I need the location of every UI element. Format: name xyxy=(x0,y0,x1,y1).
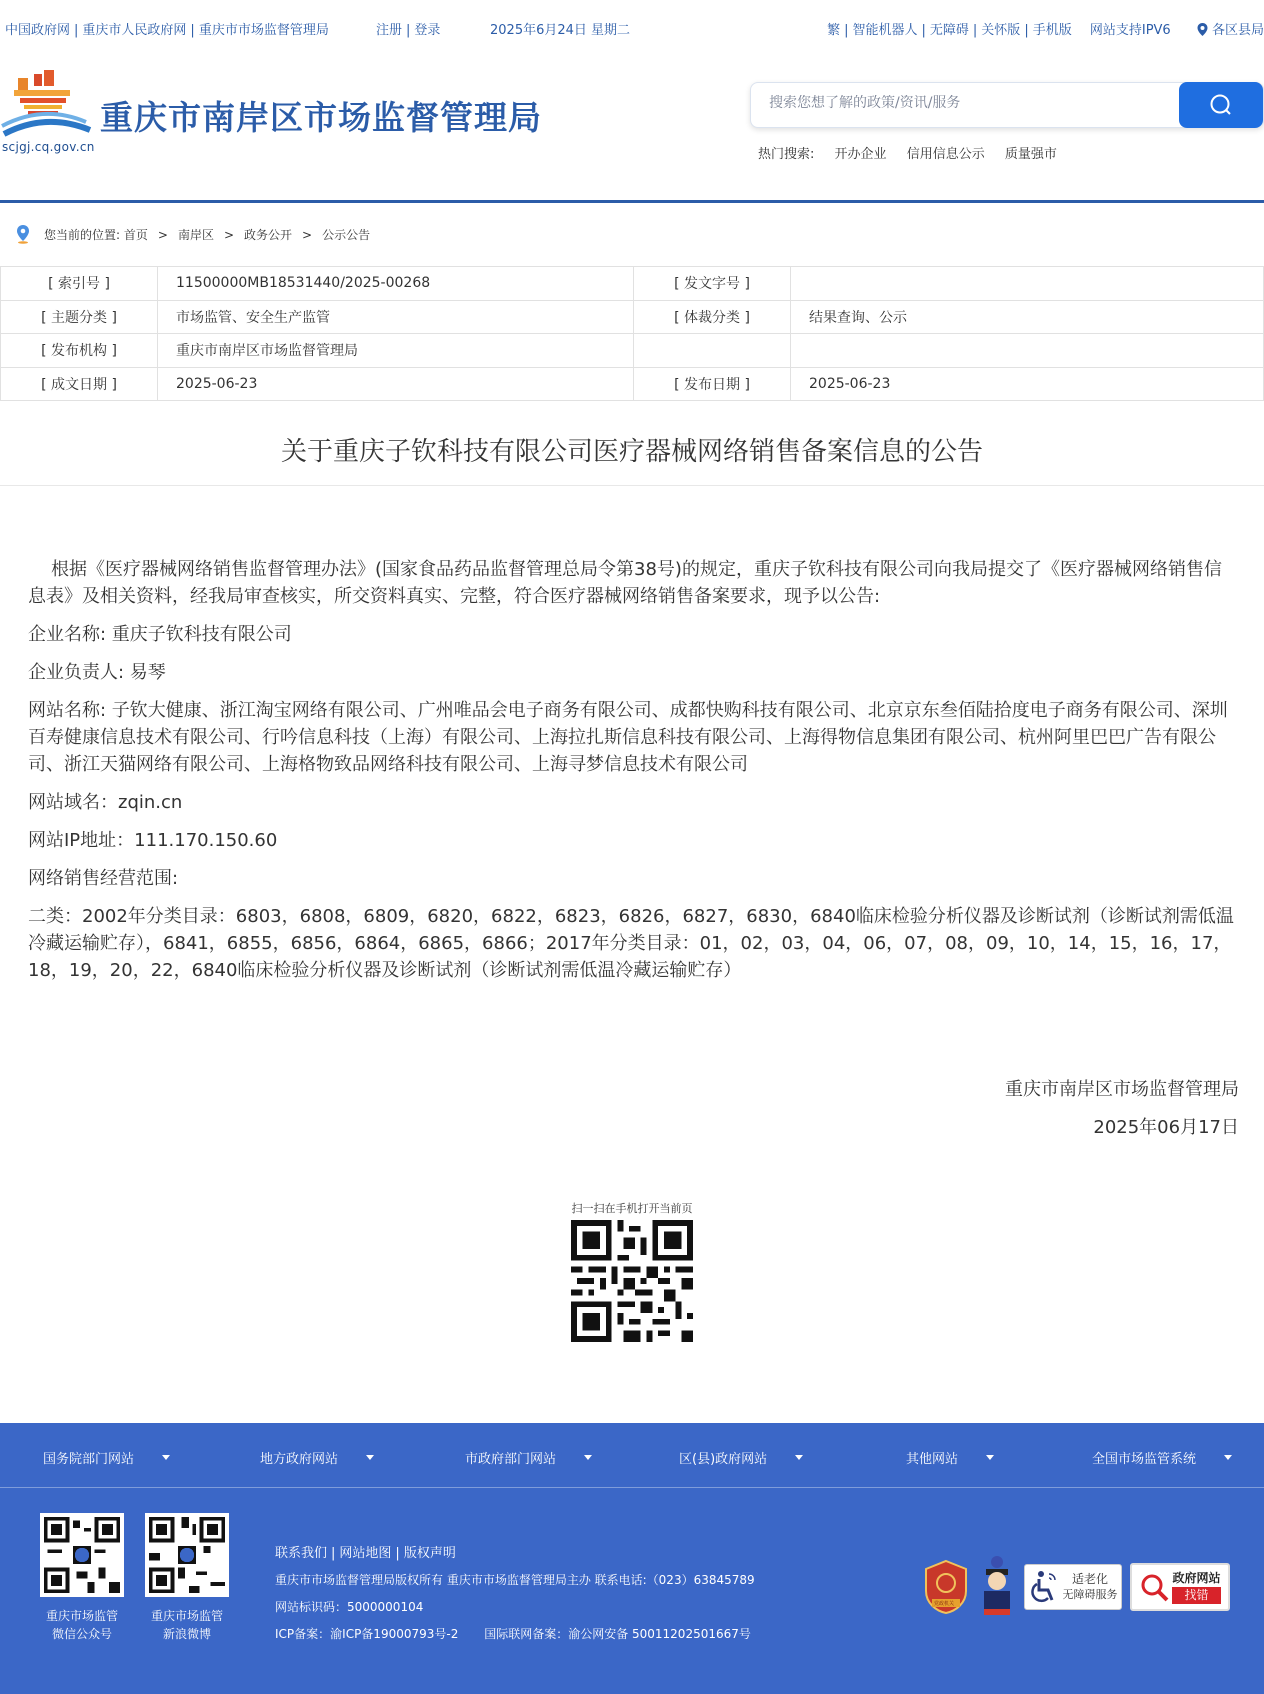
docno-value xyxy=(791,267,1264,301)
genre-label: [ 体裁分类 ] xyxy=(634,300,791,334)
search-icon xyxy=(1209,93,1233,117)
search-input[interactable] xyxy=(769,95,1149,111)
org-value: 重庆市南岸区市场监督管理局 xyxy=(158,334,634,368)
hot-item[interactable]: 信用信息公示 xyxy=(906,147,985,162)
wechat-qr-code[interactable] xyxy=(40,1513,124,1597)
document-meta-table xyxy=(0,266,1264,401)
index-value: 11500000MB18531440/2025-00268 xyxy=(158,267,634,301)
gov-error-label-1: 政府网站 xyxy=(1172,1571,1221,1585)
search-box xyxy=(750,82,1264,128)
footer-dropdown-label: 全国市场监管系统 xyxy=(1092,1452,1197,1467)
weibo-caption-1: 重庆市场监管 xyxy=(150,1609,223,1623)
footer-dropdown-city-depts[interactable] xyxy=(465,1448,592,1467)
weibo-qr-code[interactable] xyxy=(145,1513,229,1597)
police-officer-icon xyxy=(978,1555,1016,1615)
paragraph-ip: 网站IP地址：111.170.150.60 xyxy=(28,830,278,851)
gov-error-badge[interactable] xyxy=(1130,1563,1230,1611)
footer-dropdown-label: 国务院部门网站 xyxy=(43,1452,135,1467)
top-right-links: 繁 | 智能机器人 | 无障碍 | 关怀版 | 手机版 网站支持IPV6 各区县局 xyxy=(827,23,1264,38)
elderly-access-label-1: 适老化 xyxy=(1071,1572,1108,1586)
elderly-access-label-2: 无障碍服务 xyxy=(1062,1588,1118,1601)
ipv6-text: 网站支持IPV6 xyxy=(1089,23,1171,38)
topic-label: [ 主题分类 ] xyxy=(1,300,158,334)
footer-dropdown-other[interactable] xyxy=(906,1448,994,1467)
site-footer xyxy=(0,1423,1264,1694)
footer-dropdown-label: 市政府部门网站 xyxy=(465,1452,557,1467)
qr-code-icon xyxy=(571,1220,693,1342)
table-row xyxy=(1,334,1264,368)
qr-code-icon xyxy=(149,1517,225,1593)
accessibility-link[interactable]: 无障碍 xyxy=(929,23,969,38)
docno-label: [ 发文字号 ] xyxy=(634,267,791,301)
breadcrumb-prefix: 您当前的位置: xyxy=(44,228,121,242)
police-badge[interactable] xyxy=(978,1555,1016,1619)
footer-site-nav xyxy=(0,1423,1264,1488)
org-label: [ 发布机构 ] xyxy=(1,334,158,368)
caret-down-icon xyxy=(366,1455,374,1460)
search-button[interactable] xyxy=(1179,82,1263,128)
register-link[interactable]: 注册 xyxy=(376,23,403,38)
party-gov-label: 党政机关 xyxy=(934,1601,955,1607)
link-gov-cn[interactable]: 中国政府网 xyxy=(5,23,71,38)
footer-dropdown-label: 区(县)政府网站 xyxy=(679,1452,768,1467)
genre-value: 结果查询、公示 xyxy=(791,300,1264,334)
paragraph-intro: 根据《医疗器械网络销售监督管理办法》(国家食品药品监督管理总局令第38号)的规定，重庆子钦科技有限公司向我局提交了《医疗器械网络销售信息表》及相关资料，经我局审查核实，所交资料真实、完整，符合医疗器械网络销售备案要求，现予以公告: xyxy=(28,559,1222,607)
copyright-text: 重庆市市场监督管理局版权所有 重庆市市场监督管理局主办 联系电话:（023）63845789 xyxy=(275,1573,755,1587)
footer-dropdown-label: 地方政府网站 xyxy=(260,1452,339,1467)
gov-error-label-2: 找错 xyxy=(1172,1587,1220,1604)
region-label: 各区县局 xyxy=(1211,23,1264,38)
caret-down-icon xyxy=(162,1455,170,1460)
article-body xyxy=(0,486,1264,984)
top-links: 中国政府网 | 重庆市人民政府网 | 重庆市市场监督管理局 xyxy=(5,23,329,38)
hot-item[interactable]: 开办企业 xyxy=(834,147,887,162)
police-filing[interactable]: 国际联网备案：渝公网安备 50011202501667号 xyxy=(484,1627,751,1641)
breadcrumb-district[interactable]: 南岸区 xyxy=(177,228,214,242)
footer-dropdown-national[interactable] xyxy=(1092,1448,1232,1467)
filing-info xyxy=(275,1621,755,1648)
wechat-caption-2: 微信公众号 xyxy=(51,1627,112,1641)
hot-search xyxy=(758,143,1073,162)
logo-domain: scjgj.cq.gov.cn xyxy=(2,140,95,154)
footer-info xyxy=(275,1540,755,1648)
site-header xyxy=(0,54,1264,200)
site-id-text: 网站标识码：5000000104 xyxy=(275,1600,424,1614)
accessibility-icon xyxy=(1029,1570,1059,1604)
emblem-icon xyxy=(0,68,92,140)
table-row xyxy=(1,267,1264,301)
breadcrumb-gov-affairs[interactable]: 政务公开 xyxy=(244,228,293,242)
auth-links: 注册 | 登录 xyxy=(376,23,441,38)
footer-badges xyxy=(922,1555,1230,1619)
created-date-label: [ 成文日期 ] xyxy=(1,367,158,401)
qr-caption: 扫一扫在手机打开当前页 xyxy=(571,1202,693,1215)
hot-search-label: 热门搜索: xyxy=(758,147,815,162)
qr-code-icon xyxy=(44,1517,120,1593)
footer-links: 联系我们 | 网站地图 | 版权声明 xyxy=(275,1546,456,1561)
care-version-link[interactable]: 关怀版 xyxy=(981,23,1021,38)
paragraph-scope-heading: 网络销售经营范围: xyxy=(28,868,179,889)
caret-down-icon xyxy=(584,1455,592,1460)
caret-down-icon xyxy=(1224,1455,1232,1460)
contact-us-link[interactable]: 联系我们 xyxy=(275,1546,328,1561)
footer-dropdown-local-gov[interactable] xyxy=(260,1448,374,1467)
copyright-link[interactable]: 版权声明 xyxy=(403,1546,456,1561)
breadcrumb-notices[interactable]: 公示公告 xyxy=(322,228,371,242)
icp-filing[interactable]: ICP备案：渝ICP备19000793号-2 xyxy=(275,1627,459,1641)
robot-link[interactable]: 智能机器人 xyxy=(852,23,918,38)
location-pin-icon xyxy=(15,224,31,244)
current-date: 2025年6月24日 星期二 xyxy=(490,23,631,38)
footer-dropdown-district-gov[interactable] xyxy=(679,1448,803,1467)
empty-cell xyxy=(791,334,1264,368)
link-cq-gov[interactable]: 重庆市人民政府网 xyxy=(82,23,187,38)
weibo-qr-block xyxy=(145,1513,229,1643)
page-qr-block xyxy=(571,1200,693,1345)
login-link[interactable]: 登录 xyxy=(414,23,441,38)
table-row xyxy=(1,300,1264,334)
article-title: 关于重庆子钦科技有限公司医疗器械网络销售备案信息的公告 xyxy=(0,401,1264,486)
topic-value: 市场监管、安全生产监管 xyxy=(158,300,634,334)
published-date-value: 2025-06-23 xyxy=(791,367,1264,401)
site-title[interactable]: 重庆市南岸区市场监督管理局 xyxy=(100,98,542,137)
signature-block xyxy=(0,1071,1264,1147)
paragraph-responsible-person: 企业负责人: 易琴 xyxy=(28,662,166,683)
weibo-caption-2: 新浪微博 xyxy=(162,1627,211,1641)
top-bar xyxy=(0,0,1264,54)
table-row xyxy=(1,367,1264,401)
wechat-qr-block xyxy=(40,1513,124,1643)
caret-down-icon xyxy=(986,1455,994,1460)
site-logo[interactable] xyxy=(0,68,95,158)
mobile-link[interactable]: 手机版 xyxy=(1032,23,1072,38)
magnifier-icon xyxy=(1139,1572,1169,1602)
hot-item[interactable]: 质量强市 xyxy=(1004,147,1057,162)
traditional-link[interactable]: 繁 xyxy=(827,23,841,38)
sitemap-link[interactable]: 网站地图 xyxy=(339,1546,392,1561)
empty-cell xyxy=(634,334,791,368)
caret-down-icon xyxy=(795,1455,803,1460)
region-selector[interactable] xyxy=(1197,23,1264,38)
party-gov-badge[interactable] xyxy=(922,1559,970,1615)
breadcrumb: 您当前的位置: 首页 > 南岸区 > 政务公开 > 公示公告 xyxy=(0,203,1264,266)
index-label: [ 索引号 ] xyxy=(1,267,158,301)
paragraph-website-names: 网站名称: 子钦大健康、浙江淘宝网络有限公司、广州唯品会电子商务有限公司、成都快购科技有限公司、北京京东叁佰陆拾度电子商务有限公司、深圳百寿健康信息技术有限公司、行吟信息科技（上海）有限公司、上海拉扎斯信息科技有限公司、上海得物信息集团有限公司、杭州阿里巴巴广告有限公司、浙江天猫网络有限公司、上海格物致品网络科技有限公司、上海寻梦信息技术有限公司 xyxy=(28,700,1228,775)
paragraph-domain: 网站域名：zqin.cn xyxy=(28,792,183,813)
created-date-value: 2025-06-23 xyxy=(158,367,634,401)
footer-dropdown-state-council[interactable] xyxy=(43,1448,170,1467)
paragraph-company-name: 企业名称: 重庆子钦科技有限公司 xyxy=(28,624,292,645)
signature-org: 重庆市南岸区市场监督管理局 xyxy=(1005,1079,1239,1100)
published-date-label: [ 发布日期 ] xyxy=(634,367,791,401)
paragraph-scope: 二类：2002年分类目录：6803，6808，6809，6820，6822，6823，6826，6827，6830，6840临床检验分析仪器及诊断试剂（诊断试剂需低温冷藏运输贮存），6841，6855，6856，6864，6865，6866；2017年分类目录：01，02，03，04，06，07，08，09，10，14，15，16，17，18，19，20，22，6840临床检验分析仪器及诊断试剂（诊断试剂需低温冷藏运输贮存） xyxy=(28,906,1234,981)
location-pin-icon xyxy=(1197,23,1208,36)
breadcrumb-home[interactable]: 首页 xyxy=(123,228,148,242)
signature-date: 2025年06月17日 xyxy=(1093,1117,1239,1138)
footer-dropdown-label: 其他网站 xyxy=(906,1452,959,1467)
elderly-access-badge[interactable] xyxy=(1024,1564,1122,1610)
link-cq-scjgj[interactable]: 重庆市市场监督管理局 xyxy=(198,23,329,38)
wechat-caption-1: 重庆市场监管 xyxy=(45,1609,118,1623)
